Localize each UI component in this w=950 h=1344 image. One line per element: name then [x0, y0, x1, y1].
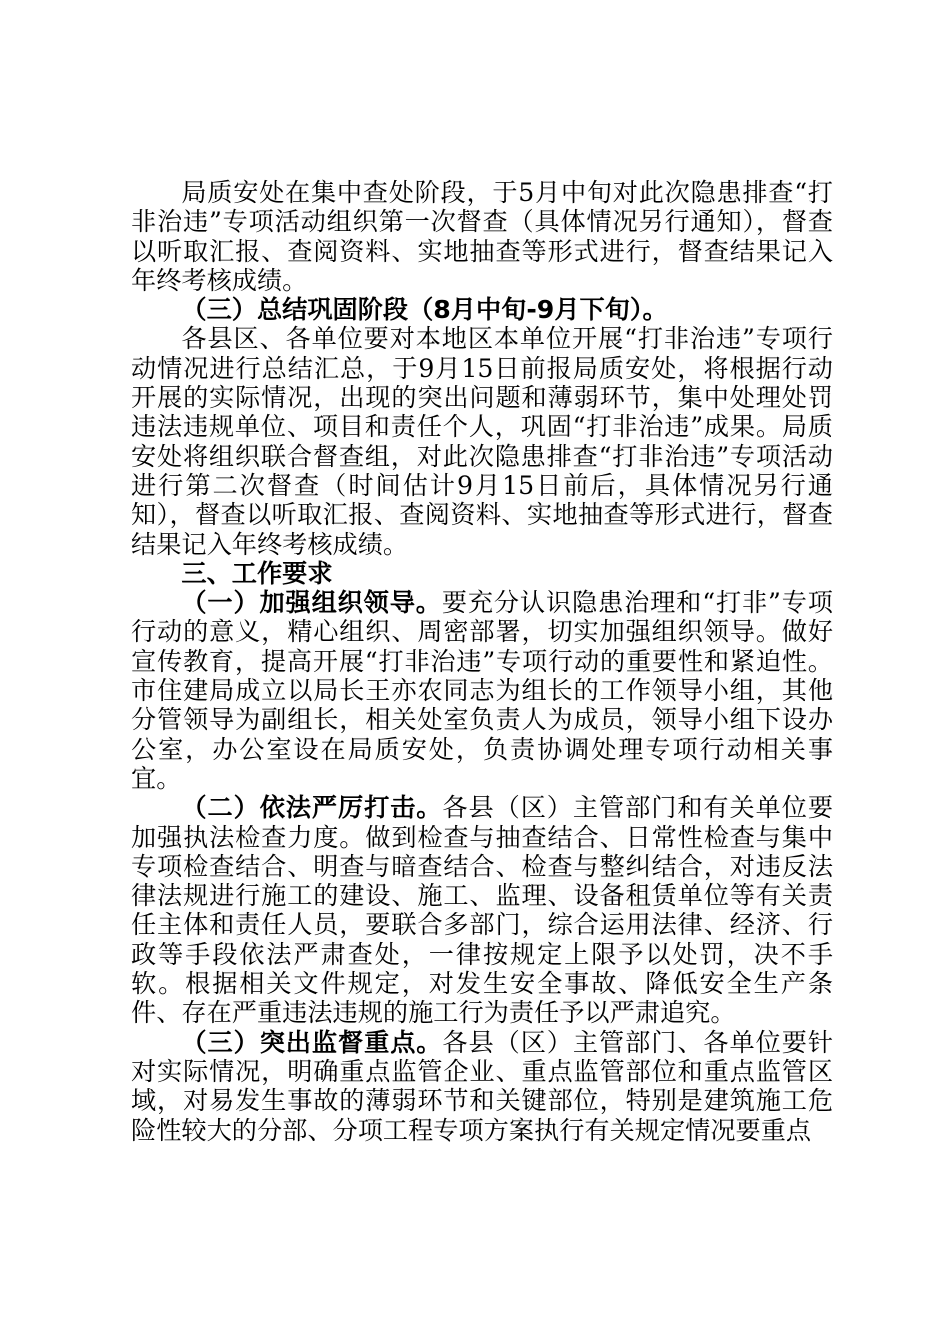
paragraph-organization-leadership: [131, 588, 833, 793]
body-strict-enforcement: 各县（区）主管部门和有关单位要加强执法检查力度。做到检查与抽查结合、日常性检查与集中专项检查结合、明查与暗查结合、检查与整纠结合，对违反法律法规进行施工的建设、施工、监理、设备租赁单位等有关责任主体和责任人员，要联合多部门，综合运用法律、经济、行政等手段依法严肃查处，一律按规定上限予以处罚，决不手软。根据相关文件规定，对发生安全事故、降低安全生产条件、存在严重违法违规的施工行为责任予以严肃追究。: [131, 793, 834, 1028]
body-supervision-focus: 各县（区）主管部门、各单位要针对实际情况，明确重点监管企业、重点监管部位和重点监管区域，对易发生事故的薄弱环节和关键部位，特别是建筑施工危险性较大的分部、分项工程专项方案执行有关规定情况要重点: [131, 1027, 834, 1145]
heading-work-requirements: 三、工作要求: [181, 558, 333, 588]
subheading-organization-leadership: （一）加强组织领导。: [181, 588, 442, 618]
paragraph-summary-phase: 各县区、各单位要对本地区本单位开展“打非治违”专项行动情况进行总结汇总，于9月15日前报局质安处，将根据行动开展的实际情况，出现的突出问题和薄弱环节，集中处理处罚违法违规单位、项目和责任个人，巩固“打非治违”成果。局质安处将组织联合督查组，对此次隐患排查“打非治违”专项活动进行第二次督查（时间估计9月15日前后，具体情况另行通知），督查以听取汇报、查阅资料、实地抽查等形式进行，督查结果记入年终考核成绩。: [131, 324, 833, 559]
heading-phase-three: （三）总结巩固阶段（8月中旬-9月下旬）。: [181, 295, 668, 325]
paragraph-strict-enforcement: [131, 793, 833, 1027]
paragraph-supervision-first: 局质安处在集中查处阶段，于5月中旬对此次隐患排查“打非治违”专项活动组织第一次督查（具体情况另行通知），督查以听取汇报、查阅资料、实地抽查等形式进行，督查结果记入年终考核成绩。: [131, 178, 833, 295]
subheading-supervision-focus: （三）突出监督重点。: [181, 1027, 443, 1057]
document-page: [131, 178, 833, 1145]
subheading-strict-enforcement: （二）依法严厉打击。: [181, 793, 443, 823]
body-organization-leadership: 要充分认识隐患治理和“打非”专项行动的意义，精心组织、周密部署，切实加强组织领导。做好宣传教育，提高开展“打非治违”专项行动的重要性和紧迫性。市住建局成立以局长王亦农同志为组长的工作领导小组，其他分管领导为副组长，相关处室负责人为成员，领导小组下设办公室，办公室设在局质安处，负责协调处理专项行动相关事宜。: [131, 588, 833, 793]
paragraph-supervision-focus: [131, 1028, 833, 1145]
